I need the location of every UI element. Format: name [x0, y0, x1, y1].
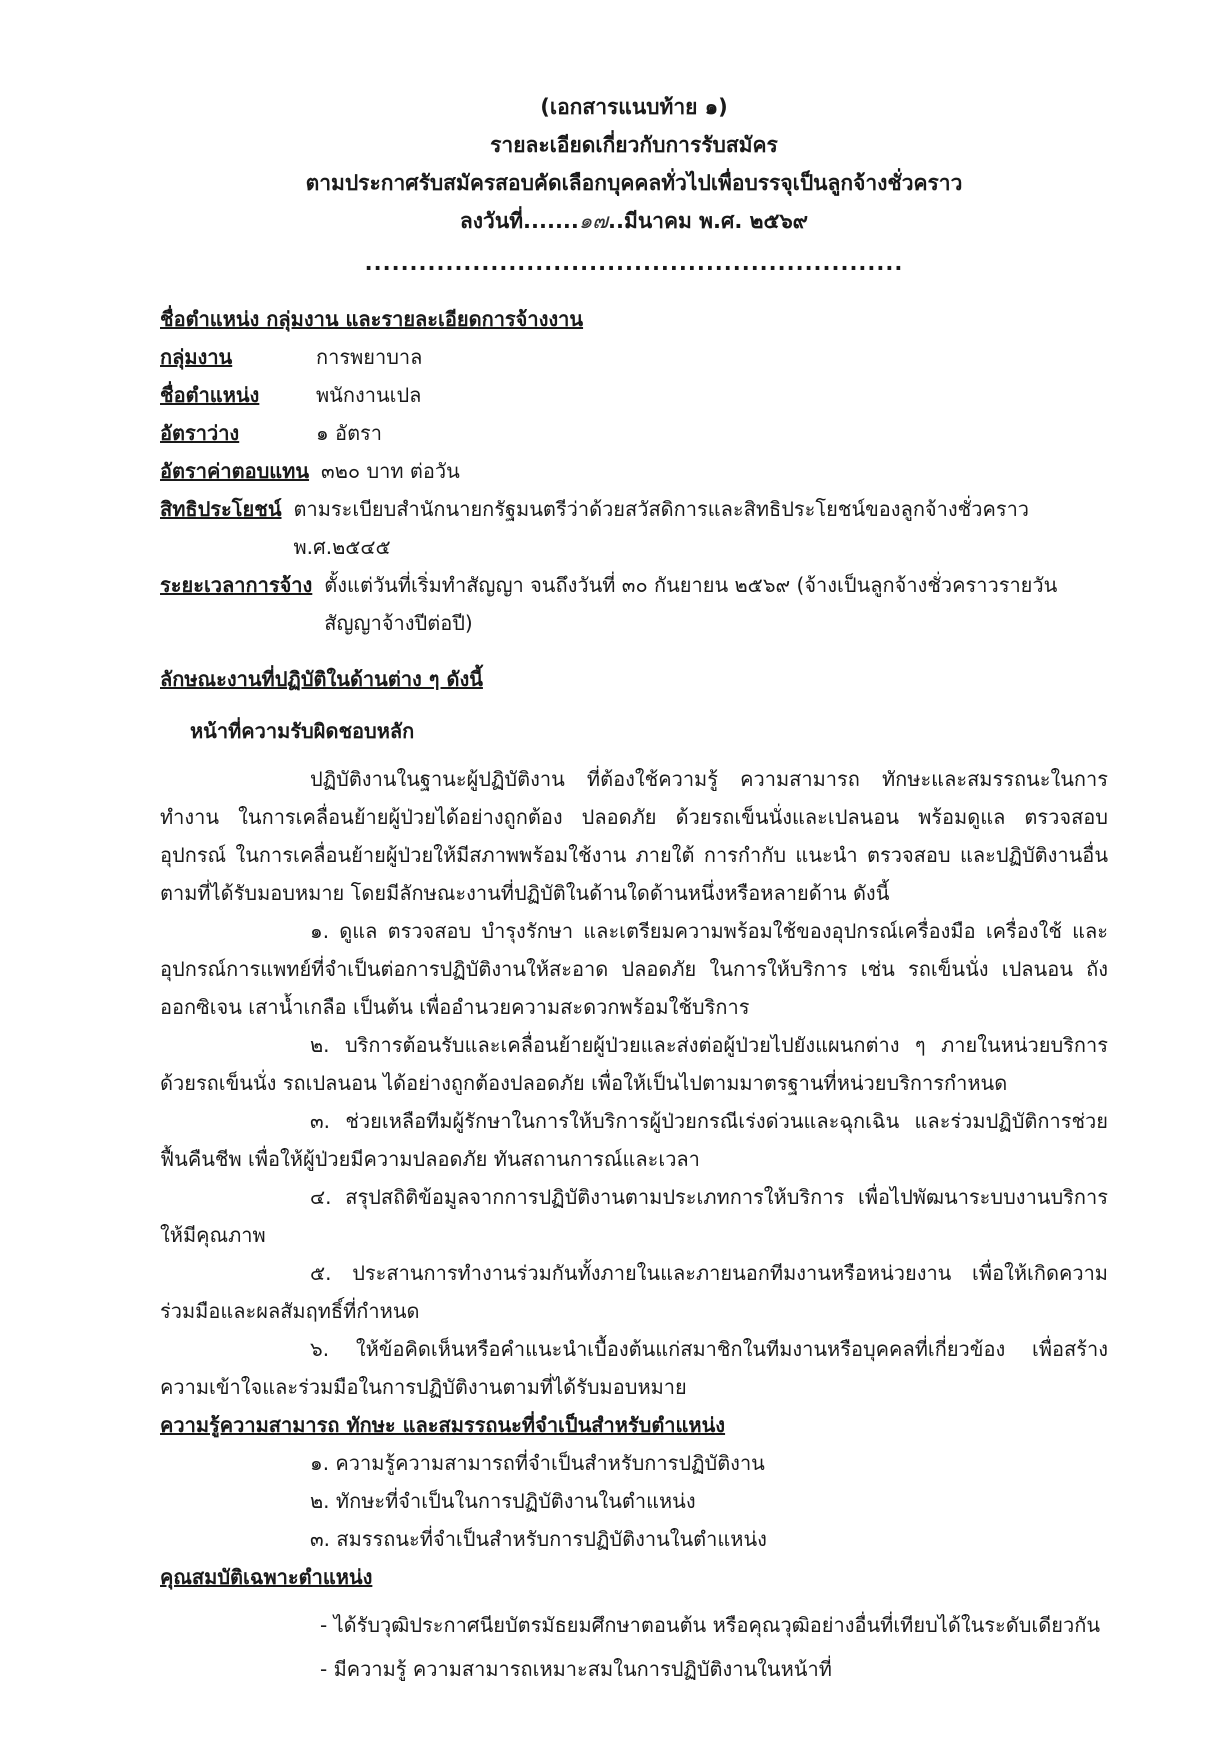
field-label: ระยะเวลาการจ้าง	[160, 573, 313, 597]
field-benefits	[160, 490, 1108, 566]
field-value: ตั้งแต่วันที่เริ่มทำสัญญา จนถึงวันที่ ๓๐ กันยายน ๒๕๖๙ (จ้างเป็นลูกจ้างชั่วคราวรายวัน สัญญาจ้างปีต่อปี)	[324, 573, 1058, 635]
field-vacancy	[160, 414, 1108, 452]
section-job-nature: ลักษณะงานที่ปฏิบัติในด้านต่าง ๆ ดังนี้	[160, 667, 483, 691]
section-qualifications: คุณสมบัติเฉพาะตำแหน่ง	[160, 1565, 373, 1589]
doc-date: ลงวันที่.......๑๗..มีนาคม พ.ศ. ๒๕๖๙	[459, 209, 809, 233]
competency-item: ๒. ทักษะที่จำเป็นในการปฏิบัติงานในตำแหน่ง	[310, 1489, 696, 1513]
field-value: ๑ อัตรา	[316, 421, 383, 445]
field-value: ๓๒๐ บาท ต่อวัน	[321, 459, 460, 483]
competency-list	[310, 1444, 1108, 1558]
field-label: ชื่อตำแหน่ง	[160, 383, 260, 407]
duties-heading: หน้าที่ความรับผิดชอบหลัก	[190, 719, 415, 743]
section-position-details: ชื่อตำแหน่ง กลุ่มงาน และรายละเอียดการจ้างงาน	[160, 307, 584, 331]
qualification-item: - ได้รับวุฒิประกาศนียบัตรมัธยมศึกษาตอนต้น หรือคุณวุฒิอย่างอื่นที่เทียบได้ในระดับเดียวกัน	[320, 1613, 1100, 1637]
duty-item: ๑. ดูแล ตรวจสอบ บำรุงรักษา และเตรียมความพร้อมใช้ของอุปกรณ์เครื่องมือ เครื่องใช้ และอุปกรณ์การแพทย์ที่จำเป็นต่อการปฏิบัติงานให้สะอาด ปลอดภัย ในการให้บริการ เช่น รถเข็นนั่ง เปลนอน ถังออกซิเจน เสาน้ำเกลือ เป็นต้น เพื่ออำนวยความสะดวกพร้อมใช้บริการ	[160, 919, 1108, 1019]
date-suffix: มีนาคม พ.ศ. ๒๕๖๙	[623, 209, 809, 233]
doc-subtitle: ตามประกาศรับสมัครสอบคัดเลือกบุคคลทั่วไปเพื่อบรรจุเป็นลูกจ้างชั่วคราว	[305, 171, 963, 195]
duties-intro: ปฏิบัติงานในฐานะผู้ปฏิบัติงาน ที่ต้องใช้ความรู้ ความสามารถ ทักษะและสมรรถนะในการทำงาน ในการเคลื่อนย้ายผู้ป่วยได้อย่างถูกต้อง ปลอดภัย ด้วยรถเข็นนั่งและเปลนอน พร้อมดูแล ตรวจสอบอุปกรณ์ ในการเคลื่อนย้ายผู้ป่วยให้มีสภาพพร้อมใช้งาน ภายใต้ การกำกับ แนะนำ ตรวจสอบ และปฏิบัติงานอื่นตามที่ได้รับมอบหมาย โดยมีลักษณะงานที่ปฏิบัติในด้านใดด้านหนึ่งหรือหลายด้าน ดังนี้	[160, 767, 1108, 905]
field-position	[160, 376, 1108, 414]
field-label: กลุ่มงาน	[160, 345, 233, 369]
section-competencies: ความรู้ความสามารถ ทักษะ และสมรรถนะที่จำเป็นสำหรับตำแหน่ง	[160, 1413, 726, 1437]
field-employment-period	[160, 566, 1108, 642]
qualification-item: - มีความรู้ ความสามารถเหมาะสมในการปฏิบัติงานในหน้าที่	[320, 1657, 832, 1681]
field-value: การพยาบาล	[316, 345, 423, 369]
field-value: พนักงานเปล	[316, 383, 422, 407]
duty-item: ๒. บริการต้อนรับและเคลื่อนย้ายผู้ป่วยและส่งต่อผู้ป่วยไปยังแผนกต่าง ๆ ภายในหน่วยบริการด้วยรถเข็นนั่ง รถเปลนอน ได้อย่างถูกต้องปลอดภัย เพื่อให้เป็นไปตามมาตรฐานที่หน่วยบริการกำหนด	[160, 1033, 1108, 1095]
field-compensation	[160, 452, 1108, 490]
duty-item: ๓. ช่วยเหลือทีมผู้รักษาในการให้บริการผู้ป่วยกรณีเร่งด่วนและฉุกเฉิน และร่วมปฏิบัติการช่วยฟื้นคืนชีพ เพื่อให้ผู้ป่วยมีความปลอดภัย ทันสถานการณ์และเวลา	[160, 1109, 1108, 1171]
divider: ............................................................	[364, 251, 904, 275]
field-label: อัตราว่าง	[160, 421, 240, 445]
duty-item: ๕. ประสานการทำงานร่วมกันทั้งภายในและภายนอกทีมงานหรือหน่วยงาน เพื่อให้เกิดความร่วมมือและผลสัมฤทธิ์ที่กำหนด	[160, 1261, 1108, 1323]
document-header	[160, 88, 1108, 282]
field-group	[160, 338, 1108, 376]
date-handwritten: ๑๗	[578, 209, 609, 233]
attachment-label: (เอกสารแนบท้าย ๑)	[540, 95, 728, 119]
competency-item: ๓. สมรรถนะที่จำเป็นสำหรับการปฏิบัติงานในตำแหน่ง	[310, 1527, 767, 1551]
field-label: อัตราค่าตอบแทน	[160, 459, 310, 483]
competency-item: ๑. ความรู้ความสามารถที่จำเป็นสำหรับการปฏิบัติงาน	[310, 1451, 765, 1475]
date-prefix: ลงวันที่	[459, 209, 524, 233]
duty-item: ๖. ให้ข้อคิดเห็นหรือคำแนะนำเบื้องต้นแก่สมาชิกในทีมงานหรือบุคคลที่เกี่ยวข้อง เพื่อสร้างความเข้าใจและร่วมมือในการปฏิบัติงานตามที่ได้รับมอบหมาย	[160, 1337, 1108, 1399]
duty-item: ๔. สรุปสถิติข้อมูลจากการปฏิบัติงานตามประเภทการให้บริการ เพื่อไปพัฒนาระบบงานบริการให้มีคุณภาพ	[160, 1185, 1108, 1247]
doc-title: รายละเอียดเกี่ยวกับการรับสมัคร	[490, 133, 778, 157]
field-value: ตามระเบียบสำนักนายกรัฐมนตรีว่าด้วยสวัสดิการและสิทธิประโยชน์ของลูกจ้างชั่วคราว พ.ศ.๒๕๔๕	[293, 497, 1030, 559]
field-label: สิทธิประโยชน์	[160, 497, 282, 521]
